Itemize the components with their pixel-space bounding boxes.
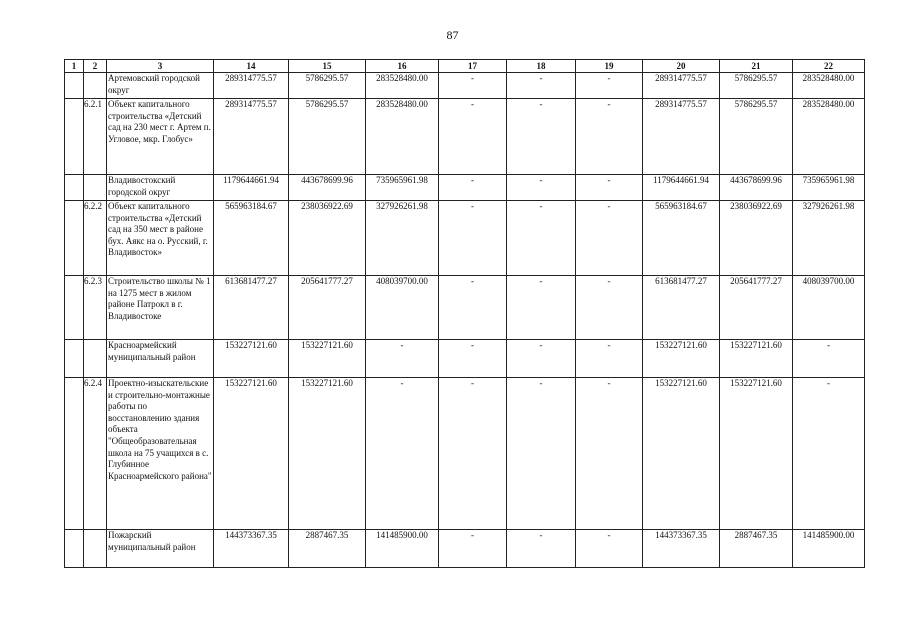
cell-c18: - — [507, 340, 576, 378]
cell-c2: 6.2.2 — [84, 201, 107, 276]
cell-c16: 408039700.00 — [366, 276, 439, 340]
cell-c18: - — [507, 99, 576, 175]
cell-c16: 283528480.00 — [366, 99, 439, 175]
cell-c20: 289314775.57 — [643, 73, 720, 99]
cell-c16: 735965961.98 — [366, 175, 439, 201]
col-header-22: 22 — [793, 60, 865, 73]
col-header-19: 19 — [576, 60, 643, 73]
cell-c15: 2887467.35 — [289, 530, 366, 568]
cell-c21: 2887467.35 — [720, 530, 793, 568]
cell-c17: - — [439, 73, 507, 99]
table-row — [65, 276, 865, 340]
cell-c15: 5786295.57 — [289, 73, 366, 99]
cell-c18: - — [507, 378, 576, 530]
cell-c14: 289314775.57 — [214, 99, 289, 175]
cell-c22: 735965961.98 — [793, 175, 865, 201]
table-row — [65, 530, 865, 568]
table-row — [65, 99, 865, 175]
cell-c21: 5786295.57 — [720, 73, 793, 99]
cell-c14: 289314775.57 — [214, 73, 289, 99]
cell-c21: 5786295.57 — [720, 99, 793, 175]
cell-c16: 141485900.00 — [366, 530, 439, 568]
cell-c21: 238036922.69 — [720, 201, 793, 276]
cell-c3: Строительство школы № 1 на 1275 мест в жилом районе Патрокл в г. Владивостоке — [107, 276, 214, 340]
cell-c21: 443678699.96 — [720, 175, 793, 201]
cell-c17: - — [439, 201, 507, 276]
cell-c20: 289314775.57 — [643, 99, 720, 175]
cell-c3: Пожарский муниципальный район — [107, 530, 214, 568]
cell-c15: 153227121.60 — [289, 378, 366, 530]
cell-c16: 327926261.98 — [366, 201, 439, 276]
cell-c21: 205641777.27 — [720, 276, 793, 340]
cell-c15: 5786295.57 — [289, 99, 366, 175]
cell-c17: - — [439, 530, 507, 568]
cell-c22: 283528480.00 — [793, 73, 865, 99]
cell-c1 — [65, 378, 84, 530]
cell-c17: - — [439, 175, 507, 201]
cell-c19: - — [576, 530, 643, 568]
cell-c1 — [65, 276, 84, 340]
cell-c20: 153227121.60 — [643, 340, 720, 378]
cell-c3: Артемовский городской округ — [107, 73, 214, 99]
cell-c1 — [65, 340, 84, 378]
cell-c19: - — [576, 340, 643, 378]
budget-table — [64, 59, 865, 568]
cell-c16: 283528480.00 — [366, 73, 439, 99]
cell-c20: 565963184.67 — [643, 201, 720, 276]
cell-c19: - — [576, 276, 643, 340]
cell-c17: - — [439, 99, 507, 175]
cell-c17: - — [439, 276, 507, 340]
cell-c16: - — [366, 340, 439, 378]
cell-c3: Проектно-изыскательские и строительно-монтажные работы по восстановлению здания объекта "Общеобразовательная школа на 75 учащихся в с. Глубинное Красноармейского района" — [107, 378, 214, 530]
cell-c2 — [84, 73, 107, 99]
cell-c15: 238036922.69 — [289, 201, 366, 276]
cell-c20: 153227121.60 — [643, 378, 720, 530]
page-number: 87 — [446, 28, 459, 42]
cell-c1 — [65, 73, 84, 99]
cell-c22: 283528480.00 — [793, 99, 865, 175]
cell-c18: - — [507, 175, 576, 201]
cell-c19: - — [576, 73, 643, 99]
cell-c1 — [65, 175, 84, 201]
cell-c2 — [84, 340, 107, 378]
cell-c22: 141485900.00 — [793, 530, 865, 568]
cell-c14: 613681477.27 — [214, 276, 289, 340]
cell-c2: 6.2.1 — [84, 99, 107, 175]
table-row — [65, 73, 865, 99]
cell-c19: - — [576, 201, 643, 276]
cell-c18: - — [507, 73, 576, 99]
cell-c1 — [65, 201, 84, 276]
cell-c16: - — [366, 378, 439, 530]
cell-c20: 144373367.35 — [643, 530, 720, 568]
cell-c22: 327926261.98 — [793, 201, 865, 276]
table-row — [65, 201, 865, 276]
col-header-3: 3 — [107, 60, 214, 73]
cell-c22: - — [793, 378, 865, 530]
col-header-2: 2 — [84, 60, 107, 73]
cell-c2: 6.2.4 — [84, 378, 107, 530]
cell-c19: - — [576, 99, 643, 175]
cell-c14: 153227121.60 — [214, 378, 289, 530]
cell-c22: - — [793, 340, 865, 378]
cell-c19: - — [576, 175, 643, 201]
cell-c18: - — [507, 530, 576, 568]
cell-c15: 443678699.96 — [289, 175, 366, 201]
cell-c21: 153227121.60 — [720, 340, 793, 378]
col-header-21: 21 — [720, 60, 793, 73]
col-header-20: 20 — [643, 60, 720, 73]
cell-c14: 565963184.67 — [214, 201, 289, 276]
cell-c2: 6.2.3 — [84, 276, 107, 340]
cell-c20: 613681477.27 — [643, 276, 720, 340]
table-body — [65, 73, 865, 568]
col-header-14: 14 — [214, 60, 289, 73]
cell-c3: Владивостокский городской округ — [107, 175, 214, 201]
cell-c19: - — [576, 378, 643, 530]
cell-c2 — [84, 175, 107, 201]
header-row — [65, 60, 865, 73]
cell-c3: Красноармейский муниципальный район — [107, 340, 214, 378]
cell-c1 — [65, 99, 84, 175]
col-header-16: 16 — [366, 60, 439, 73]
col-header-18: 18 — [507, 60, 576, 73]
table-row — [65, 175, 865, 201]
cell-c20: 1179644661.94 — [643, 175, 720, 201]
cell-c14: 153227121.60 — [214, 340, 289, 378]
cell-c14: 1179644661.94 — [214, 175, 289, 201]
cell-c18: - — [507, 276, 576, 340]
cell-c22: 408039700.00 — [793, 276, 865, 340]
cell-c3: Объект капитального строительства «Детский сад на 350 мест в районе бух. Аякс на о. Русский, г. Владивосток» — [107, 201, 214, 276]
table-header — [65, 60, 865, 73]
cell-c1 — [65, 530, 84, 568]
table-row — [65, 378, 865, 530]
cell-c17: - — [439, 340, 507, 378]
cell-c14: 144373367.35 — [214, 530, 289, 568]
cell-c21: 153227121.60 — [720, 378, 793, 530]
col-header-17: 17 — [439, 60, 507, 73]
cell-c15: 153227121.60 — [289, 340, 366, 378]
cell-c15: 205641777.27 — [289, 276, 366, 340]
cell-c3: Объект капитального строительства «Детский сад на 230 мест г. Артем п. Угловое, мкр. Глобус» — [107, 99, 214, 175]
col-header-15: 15 — [289, 60, 366, 73]
cell-c18: - — [507, 201, 576, 276]
cell-c17: - — [439, 378, 507, 530]
col-header-1: 1 — [65, 60, 84, 73]
table-row — [65, 340, 865, 378]
cell-c2 — [84, 530, 107, 568]
